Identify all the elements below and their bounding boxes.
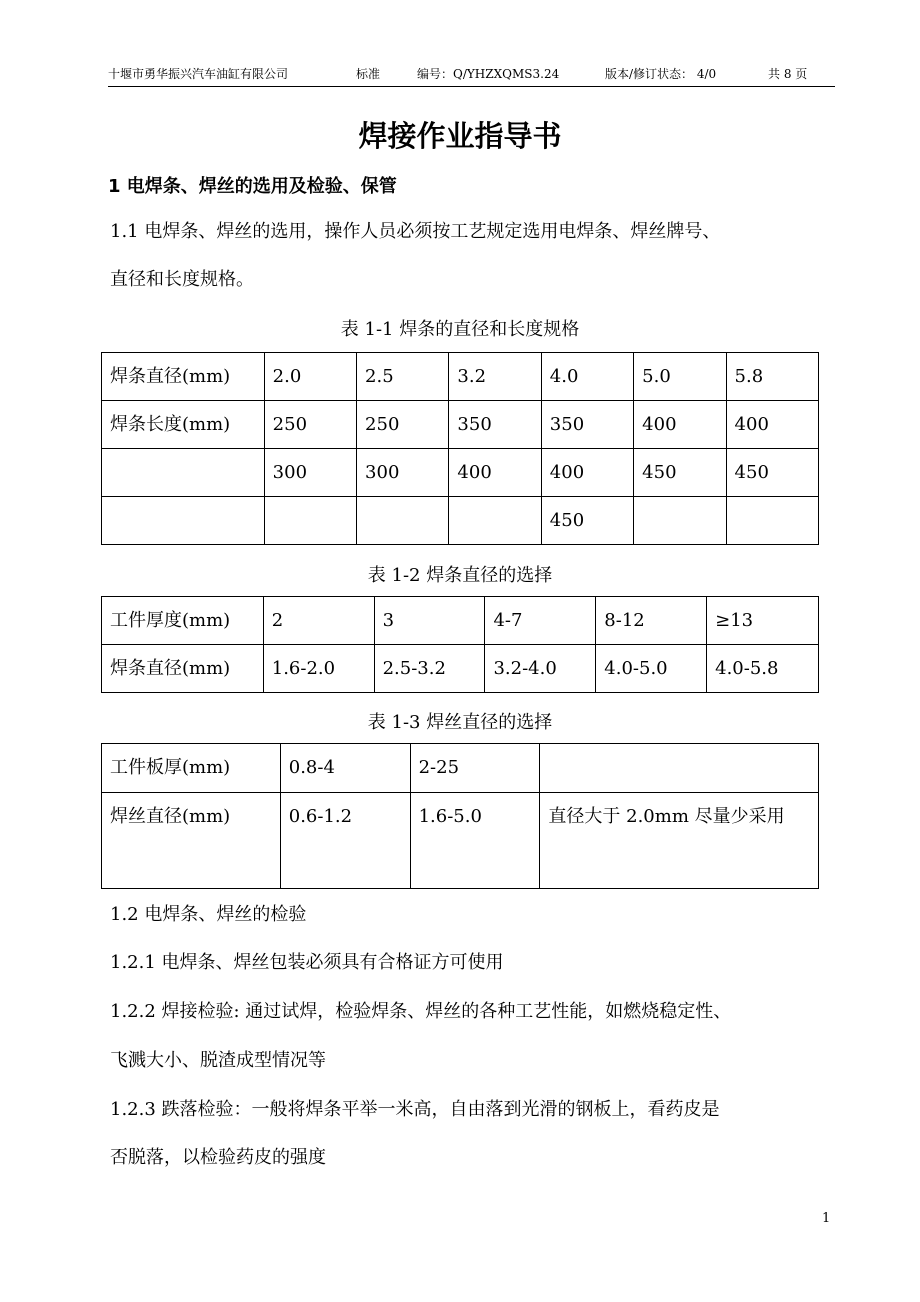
table-cell: 2.5-3.2 <box>374 645 485 693</box>
table-row <box>102 401 819 449</box>
table-cell <box>540 744 819 793</box>
table-cell: 300 <box>357 449 449 497</box>
table-cell: 350 <box>541 401 633 449</box>
table-cell: 5.8 <box>726 353 818 401</box>
table-cell: 焊条直径(mm) <box>102 353 265 401</box>
table-cell <box>540 793 819 889</box>
wire-diameter-selection-table <box>101 743 819 889</box>
table-row <box>102 449 819 497</box>
table-cell <box>634 497 726 545</box>
table-cell <box>102 497 265 545</box>
header-company: 十堰市勇华振兴汽车油缸有限公司 <box>108 67 289 81</box>
table-cell: 工件厚度(mm) <box>102 597 264 645</box>
table-cell: 0.6-1.2 <box>280 793 410 889</box>
table-cell: 300 <box>264 449 356 497</box>
table-cell: 400 <box>449 449 541 497</box>
header-code: 编号：Q/YHZXQMS3.24 <box>417 67 560 81</box>
table-cell: 450 <box>541 497 633 545</box>
table2-caption: 表 1-2 焊条直径的选择 <box>367 565 553 586</box>
table-cell <box>264 497 356 545</box>
section-heading: 1 电焊条、焊丝的选用及检验、保管 <box>108 176 397 197</box>
table-row <box>102 497 819 545</box>
table-cell: 4.0 <box>541 353 633 401</box>
page-header <box>108 66 835 87</box>
table-cell: 3.2-4.0 <box>485 645 596 693</box>
paragraph-1-2-1: 1.2.1 电焊条、焊丝包装必须具有合格证方可使用 <box>110 952 504 973</box>
table-cell-note: 直径大于 2.0mm 尽量少采用 <box>548 806 785 827</box>
table-cell: 0.8-4 <box>280 744 410 793</box>
table-cell: 1.6-5.0 <box>410 793 540 889</box>
table-cell: 工件板厚(mm) <box>102 744 281 793</box>
table-cell: 400 <box>541 449 633 497</box>
table-row <box>102 353 819 401</box>
table-cell <box>726 497 818 545</box>
table-cell <box>449 497 541 545</box>
paragraph-1-2-2-line1: 1.2.2 焊接检验: 通过试焊，检验焊条、焊丝的各种工艺性能，如燃烧稳定性、 <box>110 1001 732 1022</box>
table-cell: 450 <box>726 449 818 497</box>
table-cell <box>357 497 449 545</box>
table-cell: 2.5 <box>357 353 449 401</box>
table1-caption: 表 1-1 焊条的直径和长度规格 <box>340 319 580 340</box>
electrode-diameter-selection-table <box>101 596 819 693</box>
table-cell: 400 <box>726 401 818 449</box>
table-cell: 2-25 <box>410 744 540 793</box>
table-row <box>102 597 819 645</box>
table-cell: 250 <box>264 401 356 449</box>
document-title: 焊接作业指导书 <box>358 119 562 153</box>
table-cell: 5.0 <box>634 353 726 401</box>
table-cell: 450 <box>634 449 726 497</box>
page-number: 1 <box>822 1211 831 1226</box>
table3-caption: 表 1-3 焊丝直径的选择 <box>367 712 553 733</box>
table-cell: 1.6-2.0 <box>263 645 374 693</box>
table-cell: 4.0-5.0 <box>596 645 707 693</box>
table-cell: 2 <box>263 597 374 645</box>
table-cell: 焊条长度(mm) <box>102 401 265 449</box>
paragraph-1-2: 1.2 电焊条、焊丝的检验 <box>110 904 307 925</box>
paragraph-1-2-3-line1: 1.2.3 跌落检验：一般将焊条平举一米高，自由落到光滑的钢板上，看药皮是 <box>110 1099 720 1120</box>
paragraph-1-1-line2: 直径和长度规格。 <box>110 269 254 290</box>
table-cell: 4-7 <box>485 597 596 645</box>
table-cell: 8-12 <box>596 597 707 645</box>
table-cell <box>102 449 265 497</box>
paragraph-1-1-line1: 1.1 电焊条、焊丝的选用，操作人员必须按工艺规定选用电焊条、焊丝牌号、 <box>110 221 721 242</box>
table-cell: 3.2 <box>449 353 541 401</box>
table-cell: 3 <box>374 597 485 645</box>
table-cell: 350 <box>449 401 541 449</box>
table-cell: ≥13 <box>707 597 819 645</box>
table-cell: 2.0 <box>264 353 356 401</box>
electrode-size-table <box>101 352 819 545</box>
table-row <box>102 793 819 889</box>
header-version: 版本/修订状态： 4/0 <box>605 67 717 81</box>
table-cell: 400 <box>634 401 726 449</box>
header-pages: 共 8 页 <box>768 67 808 81</box>
paragraph-1-2-3-line2: 否脱落，以检验药皮的强度 <box>110 1147 326 1168</box>
table-row <box>102 744 819 793</box>
paragraph-1-2-2-line2: 飞溅大小、脱渣成型情况等 <box>110 1050 326 1071</box>
table-cell: 250 <box>357 401 449 449</box>
table-cell: 焊条直径(mm) <box>102 645 264 693</box>
header-standard: 标准 <box>356 67 381 81</box>
table-row <box>102 645 819 693</box>
table-cell: 焊丝直径(mm) <box>102 793 281 889</box>
table-cell: 4.0-5.8 <box>707 645 819 693</box>
